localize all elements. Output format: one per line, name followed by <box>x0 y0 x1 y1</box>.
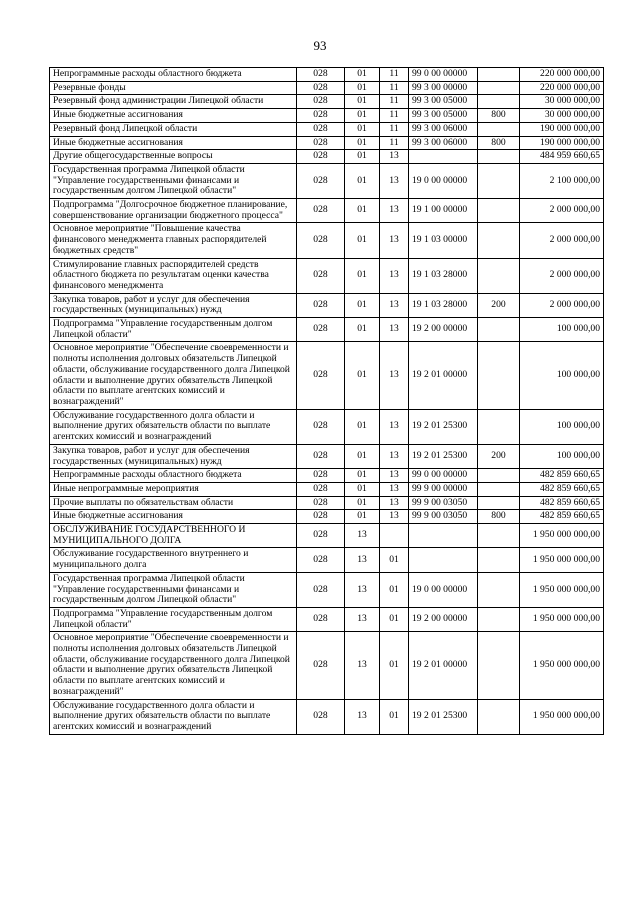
expense-name-cell: Резервный фонд администрации Липецкой области <box>50 95 297 109</box>
admin-code-cell: 028 <box>297 81 345 95</box>
expense-type-cell <box>478 607 520 631</box>
expense-type-cell <box>478 199 520 223</box>
table-row <box>50 444 604 468</box>
table-row <box>50 293 604 317</box>
expense-type-cell <box>478 150 520 164</box>
section-code-cell: 01 <box>345 342 380 409</box>
admin-code-cell: 028 <box>297 258 345 293</box>
admin-code-cell: 028 <box>297 482 345 496</box>
amount-cell: 2 000 000,00 <box>520 223 604 258</box>
table-row <box>50 68 604 82</box>
amount-cell: 1 950 000 000,00 <box>520 548 604 572</box>
expense-type-cell <box>478 223 520 258</box>
expense-name-cell: Резервные фонды <box>50 81 297 95</box>
target-article-cell: 99 9 00 03050 <box>409 496 478 510</box>
subsection-code-cell: 13 <box>380 444 409 468</box>
amount-cell: 484 959 660,65 <box>520 150 604 164</box>
section-code-cell: 01 <box>345 293 380 317</box>
subsection-code-cell: 01 <box>380 548 409 572</box>
section-code-cell: 01 <box>345 150 380 164</box>
subsection-code-cell: 11 <box>380 109 409 123</box>
section-code-cell: 01 <box>345 482 380 496</box>
target-article-cell: 19 2 01 00000 <box>409 342 478 409</box>
subsection-code-cell: 13 <box>380 223 409 258</box>
subsection-code-cell <box>380 524 409 548</box>
subsection-code-cell: 01 <box>380 699 409 734</box>
table-row <box>50 318 604 342</box>
table-row <box>50 81 604 95</box>
expense-name-cell: Основное мероприятие "Обеспечение своевременности и полноты исполнения долговых обязательств Липецкой области, обслуживание государственного долга Липецкой области и выполнение других обязательств Липецкой области по выплате агентских комиссий и вознаграждений" <box>50 342 297 409</box>
subsection-code-cell: 13 <box>380 199 409 223</box>
amount-cell: 100 000,00 <box>520 318 604 342</box>
expense-type-cell <box>478 524 520 548</box>
expense-name-cell: Государственная программа Липецкой области "Управление государственными финансами и государственным долгом Липецкой области" <box>50 163 297 198</box>
table-row <box>50 524 604 548</box>
admin-code-cell: 028 <box>297 68 345 82</box>
expense-type-cell <box>478 409 520 444</box>
subsection-code-cell: 13 <box>380 496 409 510</box>
amount-cell: 1 950 000 000,00 <box>520 632 604 699</box>
expense-type-cell <box>478 318 520 342</box>
expense-name-cell: Непрограммные расходы областного бюджета <box>50 68 297 82</box>
subsection-code-cell: 13 <box>380 409 409 444</box>
expense-name-cell: Иные бюджетные ассигнования <box>50 136 297 150</box>
table-row <box>50 482 604 496</box>
target-article-cell: 19 2 01 25300 <box>409 699 478 734</box>
table-row <box>50 223 604 258</box>
section-code-cell: 01 <box>345 163 380 198</box>
table-row <box>50 199 604 223</box>
amount-cell: 220 000 000,00 <box>520 68 604 82</box>
expense-type-cell <box>478 548 520 572</box>
expense-type-cell <box>478 632 520 699</box>
admin-code-cell: 028 <box>297 409 345 444</box>
subsection-code-cell: 13 <box>380 469 409 483</box>
expense-type-cell: 800 <box>478 109 520 123</box>
target-article-cell: 19 0 00 00000 <box>409 163 478 198</box>
expense-name-cell: Иные бюджетные ассигнования <box>50 510 297 524</box>
admin-code-cell: 028 <box>297 524 345 548</box>
amount-cell: 30 000 000,00 <box>520 95 604 109</box>
subsection-code-cell: 13 <box>380 318 409 342</box>
target-article-cell: 99 9 00 03050 <box>409 510 478 524</box>
section-code-cell: 13 <box>345 699 380 734</box>
section-code-cell: 01 <box>345 109 380 123</box>
table-row <box>50 572 604 607</box>
table-row <box>50 548 604 572</box>
amount-cell: 100 000,00 <box>520 342 604 409</box>
amount-cell: 2 100 000,00 <box>520 163 604 198</box>
expense-name-cell: Резервный фонд Липецкой области <box>50 122 297 136</box>
target-article-cell: 19 2 00 00000 <box>409 607 478 631</box>
expense-name-cell: Непрограммные расходы областного бюджета <box>50 469 297 483</box>
amount-cell: 30 000 000,00 <box>520 109 604 123</box>
section-code-cell: 01 <box>345 81 380 95</box>
section-code-cell: 13 <box>345 572 380 607</box>
admin-code-cell: 028 <box>297 342 345 409</box>
subsection-code-cell: 13 <box>380 342 409 409</box>
target-article-cell: 19 2 00 00000 <box>409 318 478 342</box>
admin-code-cell: 028 <box>297 199 345 223</box>
amount-cell: 1 950 000 000,00 <box>520 524 604 548</box>
expense-name-cell: Иные непрограммные мероприятия <box>50 482 297 496</box>
expense-type-cell <box>478 122 520 136</box>
target-article-cell <box>409 524 478 548</box>
subsection-code-cell: 11 <box>380 95 409 109</box>
budget-table <box>49 67 604 735</box>
section-code-cell: 13 <box>345 632 380 699</box>
admin-code-cell: 028 <box>297 572 345 607</box>
section-code-cell: 01 <box>345 409 380 444</box>
table-row <box>50 95 604 109</box>
admin-code-cell: 028 <box>297 496 345 510</box>
amount-cell: 100 000,00 <box>520 444 604 468</box>
expense-type-cell: 800 <box>478 136 520 150</box>
section-code-cell: 01 <box>345 469 380 483</box>
table-row <box>50 122 604 136</box>
section-code-cell: 01 <box>345 496 380 510</box>
subsection-code-cell: 13 <box>380 163 409 198</box>
expense-name-cell: Прочие выплаты по обязательствам области <box>50 496 297 510</box>
admin-code-cell: 028 <box>297 510 345 524</box>
expense-type-cell <box>478 258 520 293</box>
target-article-cell: 99 9 00 00000 <box>409 482 478 496</box>
admin-code-cell: 028 <box>297 548 345 572</box>
table-row <box>50 699 604 734</box>
admin-code-cell: 028 <box>297 136 345 150</box>
expense-name-cell: Стимулирование главных распорядителей средств областного бюджета по результатам оценки качества финансового менеджмента <box>50 258 297 293</box>
admin-code-cell: 028 <box>297 699 345 734</box>
section-code-cell: 01 <box>345 223 380 258</box>
expense-name-cell: Обслуживание государственного внутреннего и муниципального долга <box>50 548 297 572</box>
section-code-cell: 01 <box>345 68 380 82</box>
section-code-cell: 01 <box>345 136 380 150</box>
subsection-code-cell: 11 <box>380 136 409 150</box>
expense-name-cell: Закупка товаров, работ и услуг для обеспечения государственных (муниципальных) нужд <box>50 293 297 317</box>
amount-cell: 190 000 000,00 <box>520 136 604 150</box>
expense-type-cell <box>478 496 520 510</box>
target-article-cell: 99 3 00 00000 <box>409 81 478 95</box>
table-row <box>50 632 604 699</box>
expense-type-cell <box>478 95 520 109</box>
expense-type-cell <box>478 572 520 607</box>
amount-cell: 482 859 660,65 <box>520 482 604 496</box>
table-row <box>50 469 604 483</box>
section-code-cell: 01 <box>345 122 380 136</box>
expense-name-cell: Основное мероприятие "Обеспечение своевременности и полноты исполнения долговых обязательств Липецкой области, обслуживание государственного долга Липецкой области и выполнение других обязательств Липецкой области по выплате агентских комиссий и вознаграждений" <box>50 632 297 699</box>
section-code-cell: 01 <box>345 258 380 293</box>
subsection-code-cell: 13 <box>380 150 409 164</box>
target-article-cell: 19 1 00 00000 <box>409 199 478 223</box>
subsection-code-cell: 01 <box>380 607 409 631</box>
target-article-cell: 19 2 01 25300 <box>409 444 478 468</box>
expense-name-cell: Обслуживание государственного долга области и выполнение других обязательств области по выплате агентских комиссий и вознаграждений <box>50 409 297 444</box>
subsection-code-cell: 13 <box>380 293 409 317</box>
admin-code-cell: 028 <box>297 95 345 109</box>
expense-type-cell <box>478 68 520 82</box>
table-row <box>50 150 604 164</box>
expense-type-cell: 200 <box>478 444 520 468</box>
admin-code-cell: 028 <box>297 109 345 123</box>
target-article-cell: 99 3 00 05000 <box>409 95 478 109</box>
amount-cell: 100 000,00 <box>520 409 604 444</box>
section-code-cell: 01 <box>345 199 380 223</box>
expense-name-cell: Другие общегосударственные вопросы <box>50 150 297 164</box>
admin-code-cell: 028 <box>297 122 345 136</box>
admin-code-cell: 028 <box>297 163 345 198</box>
target-article-cell: 19 1 03 00000 <box>409 223 478 258</box>
subsection-code-cell: 11 <box>380 81 409 95</box>
admin-code-cell: 028 <box>297 632 345 699</box>
section-code-cell: 01 <box>345 95 380 109</box>
amount-cell: 1 950 000 000,00 <box>520 607 604 631</box>
amount-cell: 2 000 000,00 <box>520 258 604 293</box>
expense-name-cell: Подпрограмма "Управление государственным долгом Липецкой области" <box>50 318 297 342</box>
page-number: 93 <box>313 38 327 53</box>
admin-code-cell: 028 <box>297 150 345 164</box>
expense-name-cell: Основное мероприятие "Повышение качества финансового менеджмента главных распорядителей бюджетных средств" <box>50 223 297 258</box>
subsection-code-cell: 01 <box>380 572 409 607</box>
expense-name-cell: Закупка товаров, работ и услуг для обеспечения государственных (муниципальных) нужд <box>50 444 297 468</box>
admin-code-cell: 028 <box>297 444 345 468</box>
amount-cell: 482 859 660,65 <box>520 469 604 483</box>
expense-type-cell <box>478 342 520 409</box>
amount-cell: 1 950 000 000,00 <box>520 699 604 734</box>
admin-code-cell: 028 <box>297 469 345 483</box>
amount-cell: 190 000 000,00 <box>520 122 604 136</box>
section-code-cell: 01 <box>345 318 380 342</box>
target-article-cell: 99 0 00 00000 <box>409 68 478 82</box>
expense-name-cell: Государственная программа Липецкой области "Управление государственными финансами и государственным долгом Липецкой области" <box>50 572 297 607</box>
section-code-cell: 01 <box>345 444 380 468</box>
budget-table-body <box>50 68 604 735</box>
table-row <box>50 109 604 123</box>
expense-type-cell: 200 <box>478 293 520 317</box>
amount-cell: 482 859 660,65 <box>520 496 604 510</box>
target-article-cell: 19 1 03 28000 <box>409 258 478 293</box>
table-row <box>50 136 604 150</box>
admin-code-cell: 028 <box>297 223 345 258</box>
expense-type-cell <box>478 163 520 198</box>
amount-cell: 482 859 660,65 <box>520 510 604 524</box>
admin-code-cell: 028 <box>297 607 345 631</box>
expense-type-cell <box>478 81 520 95</box>
subsection-code-cell: 13 <box>380 482 409 496</box>
amount-cell: 2 000 000,00 <box>520 199 604 223</box>
expense-type-cell <box>478 482 520 496</box>
expense-name-cell: Подпрограмма "Управление государственным долгом Липецкой области" <box>50 607 297 631</box>
admin-code-cell: 028 <box>297 318 345 342</box>
subsection-code-cell: 13 <box>380 258 409 293</box>
table-row <box>50 258 604 293</box>
expense-type-cell <box>478 469 520 483</box>
table-row <box>50 496 604 510</box>
expense-name-cell: Иные бюджетные ассигнования <box>50 109 297 123</box>
expense-name-cell: Подпрограмма "Долгосрочное бюджетное планирование, совершенствование организации бюджетного процесса" <box>50 199 297 223</box>
target-article-cell: 19 2 01 00000 <box>409 632 478 699</box>
target-article-cell: 99 3 00 06000 <box>409 122 478 136</box>
expense-name-cell: Обслуживание государственного долга области и выполнение других обязательств области по выплате агентских комиссий и вознаграждений <box>50 699 297 734</box>
admin-code-cell: 028 <box>297 293 345 317</box>
target-article-cell: 99 0 00 00000 <box>409 469 478 483</box>
target-article-cell <box>409 548 478 572</box>
target-article-cell: 19 0 00 00000 <box>409 572 478 607</box>
section-code-cell: 13 <box>345 607 380 631</box>
target-article-cell: 19 2 01 25300 <box>409 409 478 444</box>
section-code-cell: 13 <box>345 548 380 572</box>
table-row <box>50 342 604 409</box>
amount-cell: 1 950 000 000,00 <box>520 572 604 607</box>
table-row <box>50 409 604 444</box>
section-code-cell: 01 <box>345 510 380 524</box>
table-row <box>50 163 604 198</box>
subsection-code-cell: 11 <box>380 122 409 136</box>
target-article-cell: 99 3 00 05000 <box>409 109 478 123</box>
expense-name-cell: ОБСЛУЖИВАНИЕ ГОСУДАРСТВЕННОГО И МУНИЦИПАЛЬНОГО ДОЛГА <box>50 524 297 548</box>
target-article-cell: 99 3 00 06000 <box>409 136 478 150</box>
amount-cell: 2 000 000,00 <box>520 293 604 317</box>
table-row <box>50 510 604 524</box>
amount-cell: 220 000 000,00 <box>520 81 604 95</box>
target-article-cell: 19 1 03 28000 <box>409 293 478 317</box>
expense-type-cell <box>478 699 520 734</box>
table-row <box>50 607 604 631</box>
section-code-cell: 13 <box>345 524 380 548</box>
expense-type-cell: 800 <box>478 510 520 524</box>
subsection-code-cell: 11 <box>380 68 409 82</box>
subsection-code-cell: 01 <box>380 632 409 699</box>
subsection-code-cell: 13 <box>380 510 409 524</box>
target-article-cell <box>409 150 478 164</box>
